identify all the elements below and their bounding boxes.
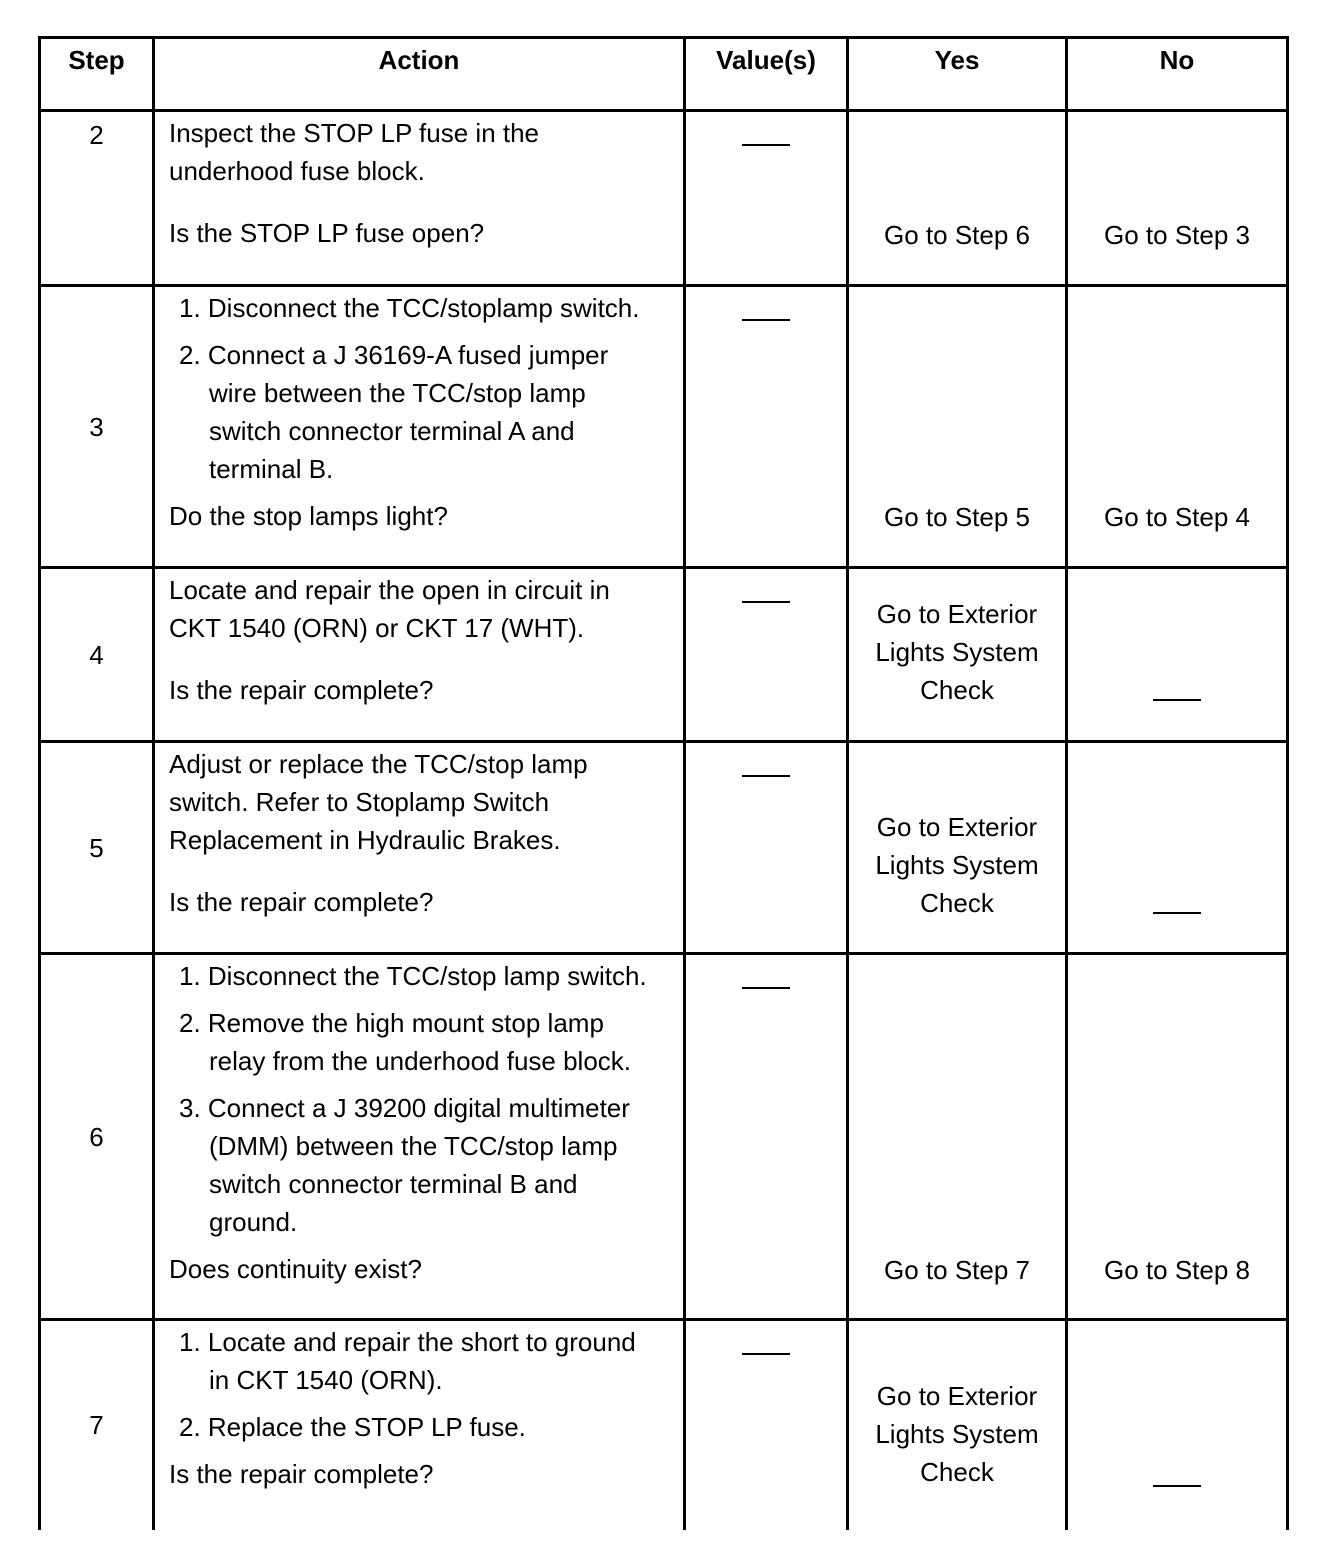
value-cell <box>685 111 848 286</box>
yes-result: Go to Step 7 <box>884 1255 1030 1285</box>
action-step-item: 3. Connect a J 39200 digital multimeter (DMM) between the TCC/stop lamp switch connector terminal B and ground. <box>179 1093 630 1237</box>
diagnostic-table <box>38 36 1289 1530</box>
action-line: Locate and repair the open in circuit in <box>169 575 610 605</box>
table-row <box>40 954 1288 1320</box>
value-cell <box>685 954 848 1320</box>
no-cell <box>1067 286 1288 568</box>
header-row <box>40 38 1288 111</box>
step-number: 7 <box>40 1320 154 1530</box>
header-values: Value(s) <box>685 38 848 111</box>
no-cell <box>1067 568 1288 742</box>
action-line: Adjust or replace the TCC/stop lamp <box>169 749 588 779</box>
empty-value-dash <box>742 319 790 321</box>
step-number: 5 <box>40 742 154 954</box>
action-line: Inspect the STOP LP fuse in the <box>169 118 540 148</box>
yes-cell <box>848 954 1067 1320</box>
action-step-item: 1. Disconnect the TCC/stoplamp switch. <box>179 293 640 323</box>
action-step-item: 2. Connect a J 36169-A fused jumper wire between the TCC/stop lamp switch connector terminal A and terminal B. <box>179 340 609 484</box>
table-row <box>40 742 1288 954</box>
no-cell <box>1067 111 1288 286</box>
yes-cell <box>848 111 1067 286</box>
value-cell <box>685 1320 848 1530</box>
action-cell <box>154 1320 685 1530</box>
yes-cell <box>848 742 1067 954</box>
action-question: Do the stop lamps light? <box>169 501 448 531</box>
value-cell <box>685 568 848 742</box>
empty-value-dash <box>742 601 790 603</box>
step-number: 6 <box>40 954 154 1320</box>
table-row <box>40 1320 1288 1530</box>
action-line: CKT 1540 (ORN) or CKT 17 (WHT). <box>169 613 585 643</box>
empty-no-dash <box>1153 1485 1201 1487</box>
header-action: Action <box>154 38 685 111</box>
yes-cell <box>848 286 1067 568</box>
action-line: switch. Refer to Stoplamp Switch <box>169 787 550 817</box>
action-line: underhood fuse block. <box>169 156 425 186</box>
action-step-item: 2. Remove the high mount stop lamp relay from the underhood fuse block. <box>179 1008 632 1076</box>
action-question: Is the repair complete? <box>169 1459 434 1489</box>
action-step-item: 1. Disconnect the TCC/stop lamp switch. <box>179 961 647 991</box>
empty-value-dash <box>742 775 790 777</box>
step-number: 2 <box>40 111 154 286</box>
no-cell <box>1067 742 1288 954</box>
action-cell <box>154 568 685 742</box>
action-question: Is the STOP LP fuse open? <box>169 218 485 248</box>
yes-result: Go to Step 5 <box>884 502 1030 532</box>
table-row <box>40 286 1288 568</box>
header-step: Step <box>40 38 154 111</box>
empty-no-dash <box>1153 699 1201 701</box>
no-result: Go to Step 4 <box>1104 502 1250 532</box>
yes-cell <box>848 1320 1067 1530</box>
action-step-item: 1. Locate and repair the short to ground in CKT 1540 (ORN). <box>179 1327 636 1395</box>
action-question: Is the repair complete? <box>169 887 434 917</box>
yes-result: Go to Exterior Lights System Check <box>875 812 1039 918</box>
no-cell <box>1067 954 1288 1320</box>
yes-cell <box>848 568 1067 742</box>
action-line: Replacement in Hydraulic Brakes. <box>169 825 561 855</box>
yes-result: Go to Exterior Lights System Check <box>875 1381 1039 1487</box>
header-no: No <box>1067 38 1288 111</box>
table-row <box>40 568 1288 742</box>
empty-value-dash <box>742 1353 790 1355</box>
empty-value-dash <box>742 987 790 989</box>
action-cell <box>154 111 685 286</box>
header-yes: Yes <box>848 38 1067 111</box>
step-number: 4 <box>40 568 154 742</box>
value-cell <box>685 286 848 568</box>
action-cell <box>154 286 685 568</box>
step-number: 3 <box>40 286 154 568</box>
empty-no-dash <box>1153 912 1201 914</box>
action-question: Is the repair complete? <box>169 675 434 705</box>
action-cell <box>154 742 685 954</box>
no-result: Go to Step 8 <box>1104 1255 1250 1285</box>
no-result: Go to Step 3 <box>1104 220 1250 250</box>
action-question: Does continuity exist? <box>169 1254 422 1284</box>
empty-value-dash <box>742 144 790 146</box>
action-cell <box>154 954 685 1320</box>
value-cell <box>685 742 848 954</box>
yes-result: Go to Step 6 <box>884 220 1030 250</box>
no-cell <box>1067 1320 1288 1530</box>
yes-result: Go to Exterior Lights System Check <box>875 599 1039 705</box>
table-row <box>40 111 1288 286</box>
action-step-item: 2. Replace the STOP LP fuse. <box>179 1412 526 1442</box>
